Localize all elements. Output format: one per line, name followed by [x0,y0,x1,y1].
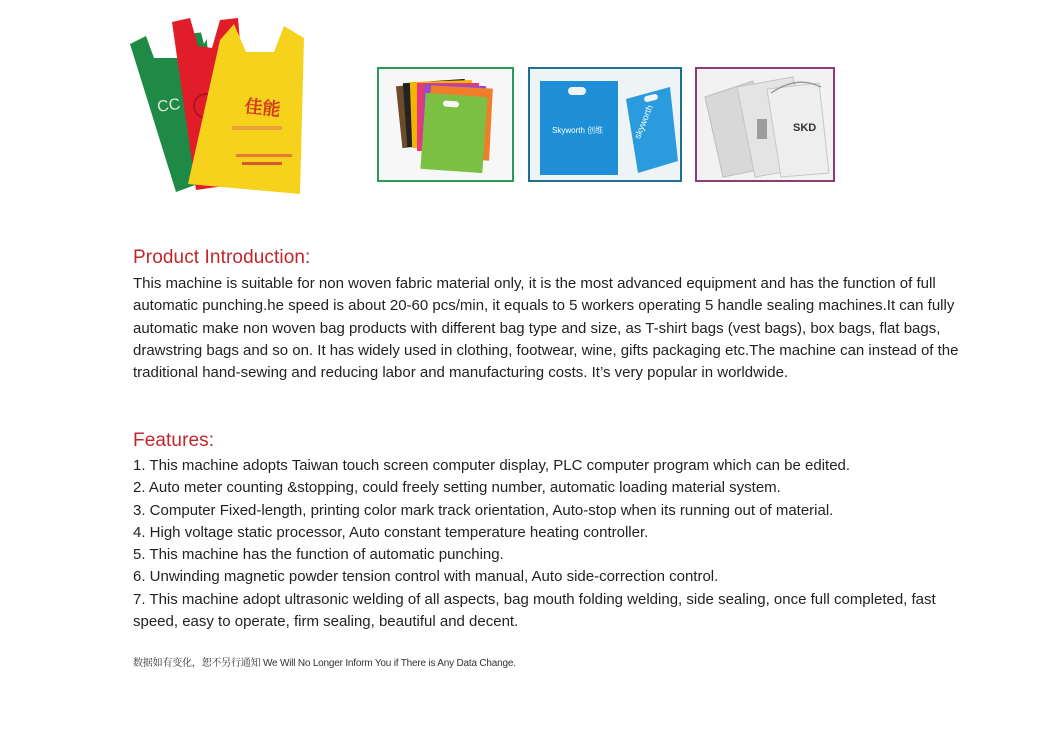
skyworth-print-side: skyworth [632,103,655,141]
product-introduction-text [133,273,983,384]
feature-item: speed, easy to operate, firm sealing, beautiful and decent. [133,613,519,631]
flat-color-bags-image [379,69,512,180]
data-change-notice: 数据如有变化，恕不另行通知 We Will No Longer Inform You if There is Any Data Change. [133,658,516,669]
feature-item: 2. Auto meter counting &stopping, could freely setting number, automatic loading material system. [133,479,781,497]
feature-item: 4. High voltage static processor, Auto constant temperature heating controller. [133,523,649,541]
intro-line: automatic make non woven bag products with different bag type and size, as T-shirt bags (vest bags), box bags, flat bags, [133,319,941,337]
flat-color-bags-frame [377,67,514,182]
intro-line: automatic punching.he speed is about 20-60 pcs/min, it equals to 5 workers operating 5 handle sealing machines.It can fully [133,297,955,315]
feature-item: 1. This machine adopts Taiwan touch screen computer display, PLC computer program which can be edited. [133,457,851,474]
tshirt-bags-image [124,14,329,198]
product-introduction-heading: Product Introduction: [133,247,311,268]
feature-item: 6. Unwinding magnetic powder tension control with manual, Auto side-correction control. [133,568,719,586]
green-bag-print: CC [156,95,182,116]
feature-item: 7. This machine adopt ultrasonic welding of all aspects, bag mouth folding welding, side sealing, once full completed, fast [133,590,936,608]
features-list [133,455,983,633]
product-photo-strip [0,0,1060,205]
feature-item: 5. This machine has the function of automatic punching. [133,546,504,564]
features-heading: Features: [133,430,215,451]
yellow-bag-print: 佳能 [243,96,282,121]
skyworth-bags-frame [528,67,682,182]
skyworth-bags-image [530,69,680,180]
skyworth-print: Skyworth 创维 [552,126,604,135]
feature-item: 3. Computer Fixed-length, printing color mark track orientation, Auto-stop when its running out of material. [133,501,834,519]
drawstring-bag-print: SKD [793,122,817,134]
intro-line: This machine is suitable for non woven fabric material only, it is the most advanced equipment and has the function of full [133,275,936,292]
drawstring-bags-frame [695,67,835,182]
intro-line: drawstring bags and so on. It has widely used in clothing, footwear, wine, gifts packaging etc.The machine can instead of the [133,341,959,359]
drawstring-bags-image [697,69,833,180]
intro-line: traditional hand-sewing and reducing labor and manufacturing costs. It’s very popular in worldwide. [133,364,789,382]
